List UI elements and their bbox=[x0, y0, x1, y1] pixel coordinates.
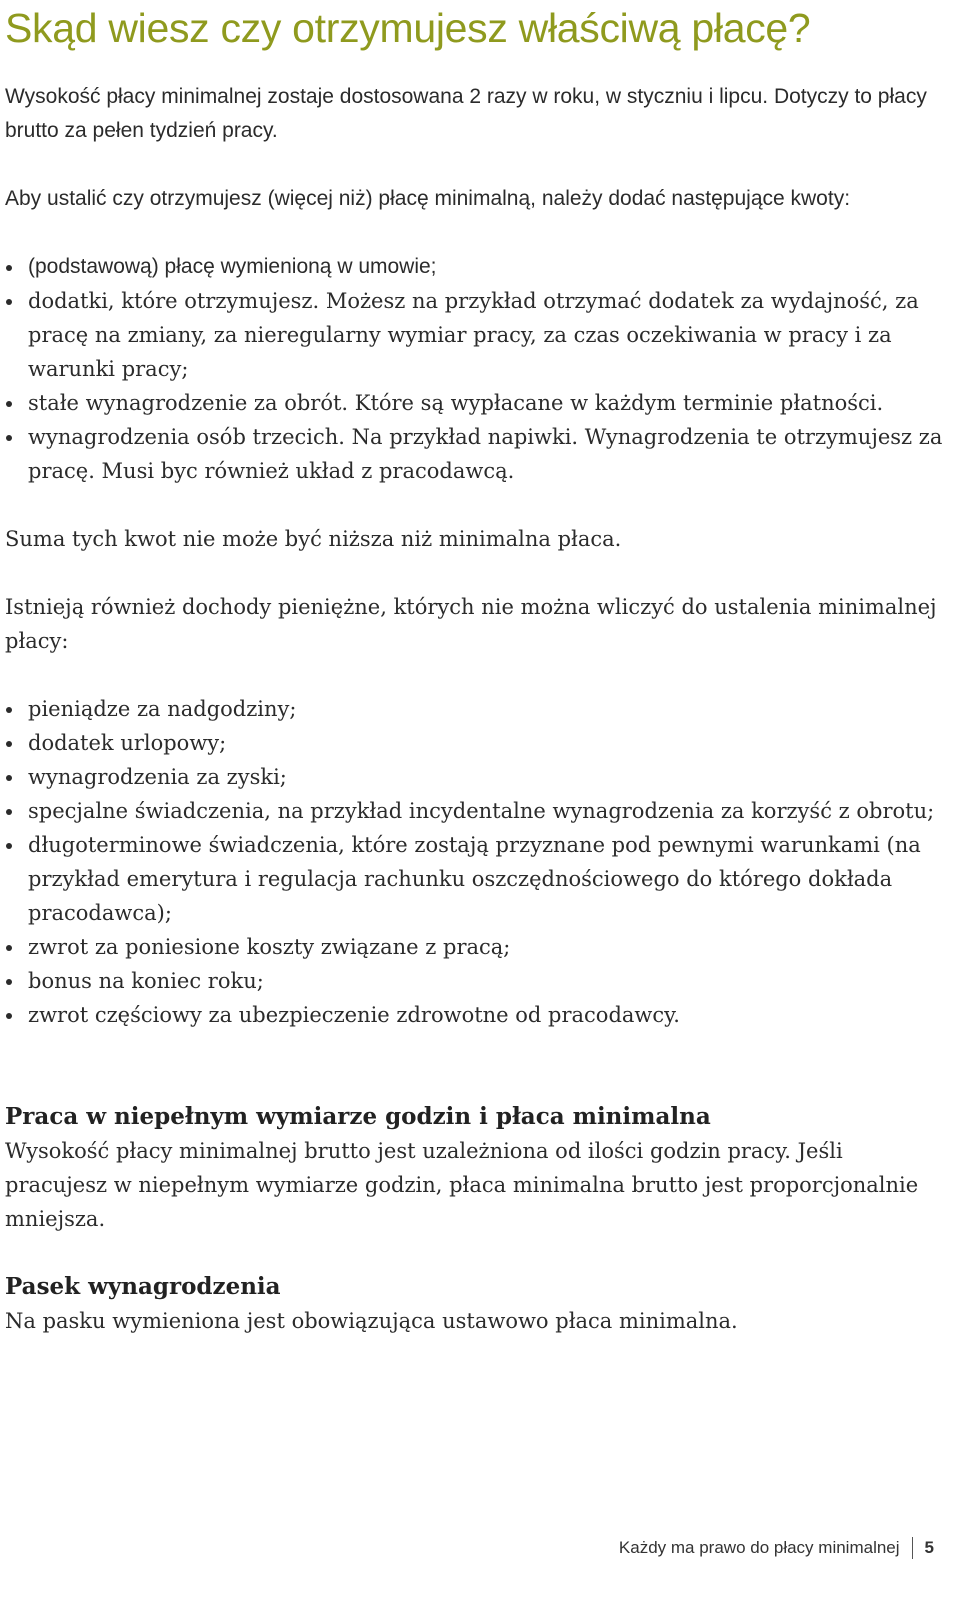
excluded-list bbox=[5, 692, 945, 1032]
section-heading-parttime: Praca w niepełnym wymiarze godzin i płaca minimalna bbox=[5, 1103, 711, 1130]
list-item: dodatki, które otrzymujesz. Możesz na przykład otrzymać dodatek za wydajność, za pracę na zmiany, za nieregularny wymiar pracy, za czas oczekiwania w pracy i za warunki pracy; bbox=[5, 284, 945, 386]
footer-divider bbox=[912, 1537, 913, 1559]
list-item: specjalne świadczenia, na przykład incydentalne wynagrodzenia za korzyść z obrotu; bbox=[5, 794, 945, 828]
list-item: pieniądze za nadgodziny; bbox=[5, 692, 945, 726]
list-item: (podstawową) płacę wymienioną w umowie; bbox=[5, 250, 945, 284]
intro-paragraph-1: Wysokość płacy minimalnej zostaje dostosowana 2 razy w roku, w styczniu i lipcu. Dotyczy to płacy brutto za pełen tydzień pracy. bbox=[5, 85, 927, 142]
list-item: dodatek urlopowy; bbox=[5, 726, 945, 760]
page-footer bbox=[619, 1536, 934, 1560]
list-item: zwrot częściowy za ubezpieczenie zdrowotne od pracodawcy. bbox=[5, 998, 945, 1032]
document-page bbox=[5, 0, 945, 1338]
page-title: Skąd wiesz czy otrzymujesz właściwą płacę? bbox=[5, 5, 811, 51]
section-text-payslip: Na pasku wymieniona jest obowiązująca ustawowo płaca minimalna. bbox=[5, 1309, 738, 1333]
excluded-intro: Istnieją również dochody pieniężne, których nie można wliczyć do ustalenia minimalnej płacy: bbox=[5, 595, 937, 653]
section-heading-payslip: Pasek wynagrodzenia bbox=[5, 1273, 281, 1300]
page-number: 5 bbox=[924, 1538, 934, 1557]
list-item: stałe wynagrodzenie za obrót. Które są wypłacane w każdym terminie płatności. bbox=[5, 386, 945, 420]
section-text-parttime: Wysokość płacy minimalnej brutto jest uzależniona od ilości godzin pracy. Jeśli pracujesz w niepełnym wymiarze godzin, płaca minimalna brutto jest proporcjonalnie mniejsza. bbox=[5, 1139, 919, 1231]
list-item: bonus na koniec roku; bbox=[5, 964, 945, 998]
included-list bbox=[5, 250, 945, 488]
footer-title: Każdy ma prawo do płacy minimalnej bbox=[618, 1538, 900, 1557]
intro-paragraph-2: Aby ustalić czy otrzymujesz (więcej niż) płacę minimalną, należy dodać następujące kwoty: bbox=[5, 187, 851, 210]
list-item: wynagrodzenia za zyski; bbox=[5, 760, 945, 794]
list-item: długoterminowe świadczenia, które zostają przyznane pod pewnymi warunkami (na przykład emerytura i regulacja rachunku oszczędnościowego do którego dokłada pracodawca); bbox=[5, 828, 945, 930]
list-item: zwrot za poniesione koszty związane z pracą; bbox=[5, 930, 945, 964]
list-item: wynagrodzenia osób trzecich. Na przykład napiwki. Wynagrodzenia te otrzymujesz za pracę. Musi byc również układ z pracodawcą. bbox=[5, 420, 945, 488]
sum-note: Suma tych kwot nie może być niższa niż minimalna płaca. bbox=[5, 527, 622, 551]
